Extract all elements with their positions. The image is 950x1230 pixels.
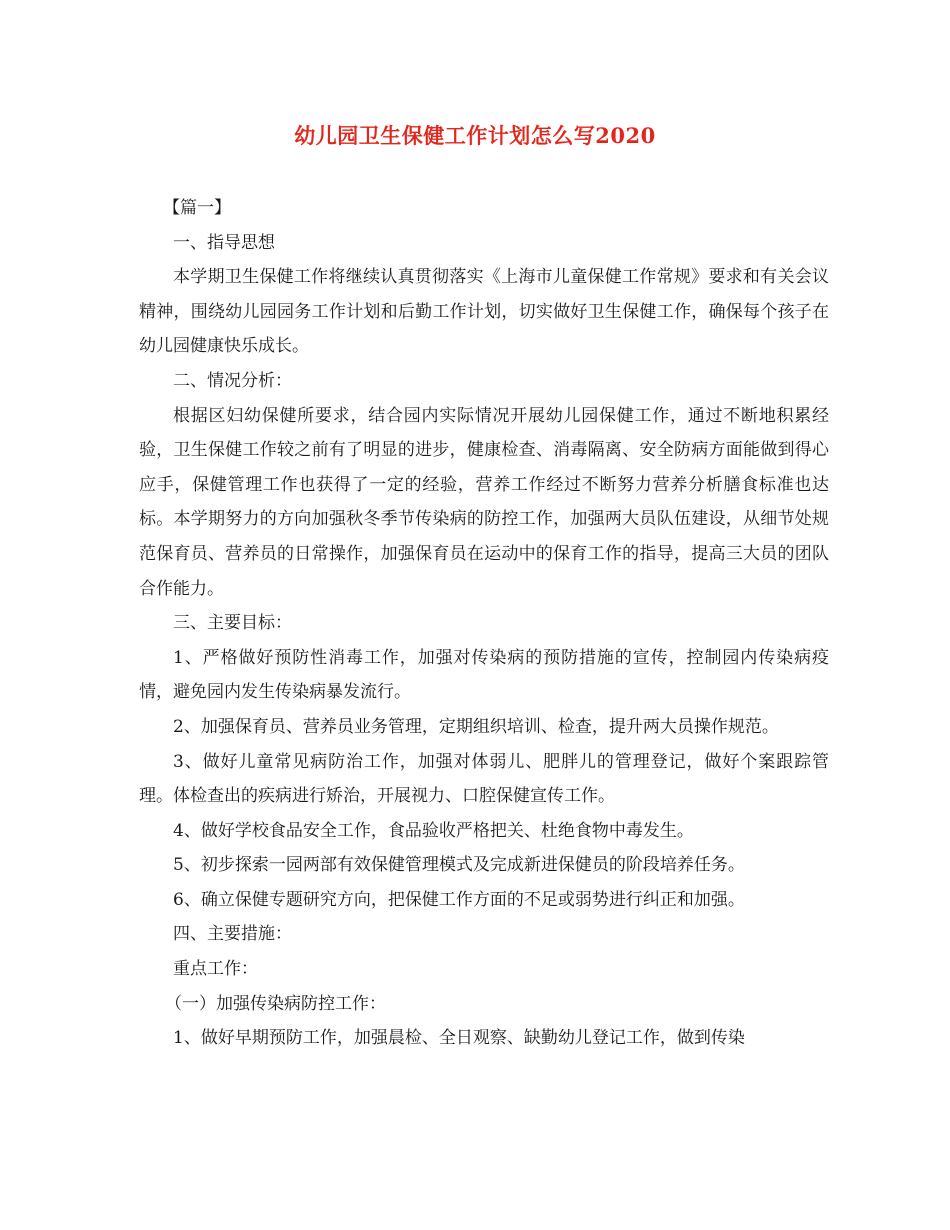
section-heading-guiding-ideology: 一、指导思想 xyxy=(173,232,275,253)
goal-item-5: 5、初步探索一园两部有效保健管理模式及完成新进保健员的阶段培养任务。 xyxy=(173,855,745,876)
document-title: 幼儿园卫生保健工作计划怎么写2020 xyxy=(294,123,656,148)
goal-item-6: 6、确立保健专题研究方向，把保健工作方面的不足或弱势进行纠正和加强。 xyxy=(173,889,745,910)
document-body xyxy=(139,191,829,1056)
goal-item-2: 2、加强保育员、营养员业务管理，定期组织培训、检查，提升两大员操作规范。 xyxy=(173,716,779,737)
goal-item-3: 3、做好儿童常见病防治工作，加强对体弱儿、肥胖儿的管理登记，做好个案跟踪管理。体检查出的疾病进行矫治，开展视力、口腔保健宣传工作。 xyxy=(139,751,829,807)
goal-item-1: 1、严格做好预防性消毒工作，加强对传染病的预防措施的宣传，控制园内传染病疫情，避免园内发生传染病暴发流行。 xyxy=(139,647,829,703)
section-heading-main-measures: 四、主要措施： xyxy=(173,924,292,945)
goal-item-4: 4、做好学校食品安全工作，食品验收严格把关、杜绝食物中毒发生。 xyxy=(173,820,694,841)
section-heading-part-one: 【篇一】 xyxy=(163,198,231,218)
section-heading-main-goals: 三、主要目标： xyxy=(173,613,292,634)
paragraph-situation-analysis: 根据区妇幼保健所要求，结合园内实际情况开展幼儿园保健工作，通过不断地积累经验，卫生保健工作较之前有了明显的进步，健康检查、消毒隔离、安全防病方面能做到得心应手，保健管理工作也获得了一定的经验，营养工作经过不断努力营养分析膳食标准也达标。本学期努力的方向加强秋冬季节传染病的防控工作，加强两大员队伍建设，从细节处规范保育员、营养员的日常操作，加强保育员在运动中的保育工作的指导，提高三大员的团队合作能力。 xyxy=(139,405,829,599)
measure-item-1: 1、做好早期预防工作，加强晨检、全日观察、缺勤幼儿登记工作，做到传染 xyxy=(173,1028,745,1049)
section-heading-situation-analysis: 二、情况分析： xyxy=(173,370,292,391)
subheading-key-work: 重点工作： xyxy=(173,959,258,980)
subheading-infectious-disease-control: （一）加强传染病防控工作： xyxy=(165,993,386,1014)
paragraph-guiding-ideology: 本学期卫生保健工作将继续认真贯彻落实《上海市儿童保健工作常规》要求和有关会议精神，围绕幼儿园园务工作计划和后勤工作计划，切实做好卫生保健工作，确保每个孩子在幼儿园健康快乐成长。 xyxy=(139,267,829,357)
